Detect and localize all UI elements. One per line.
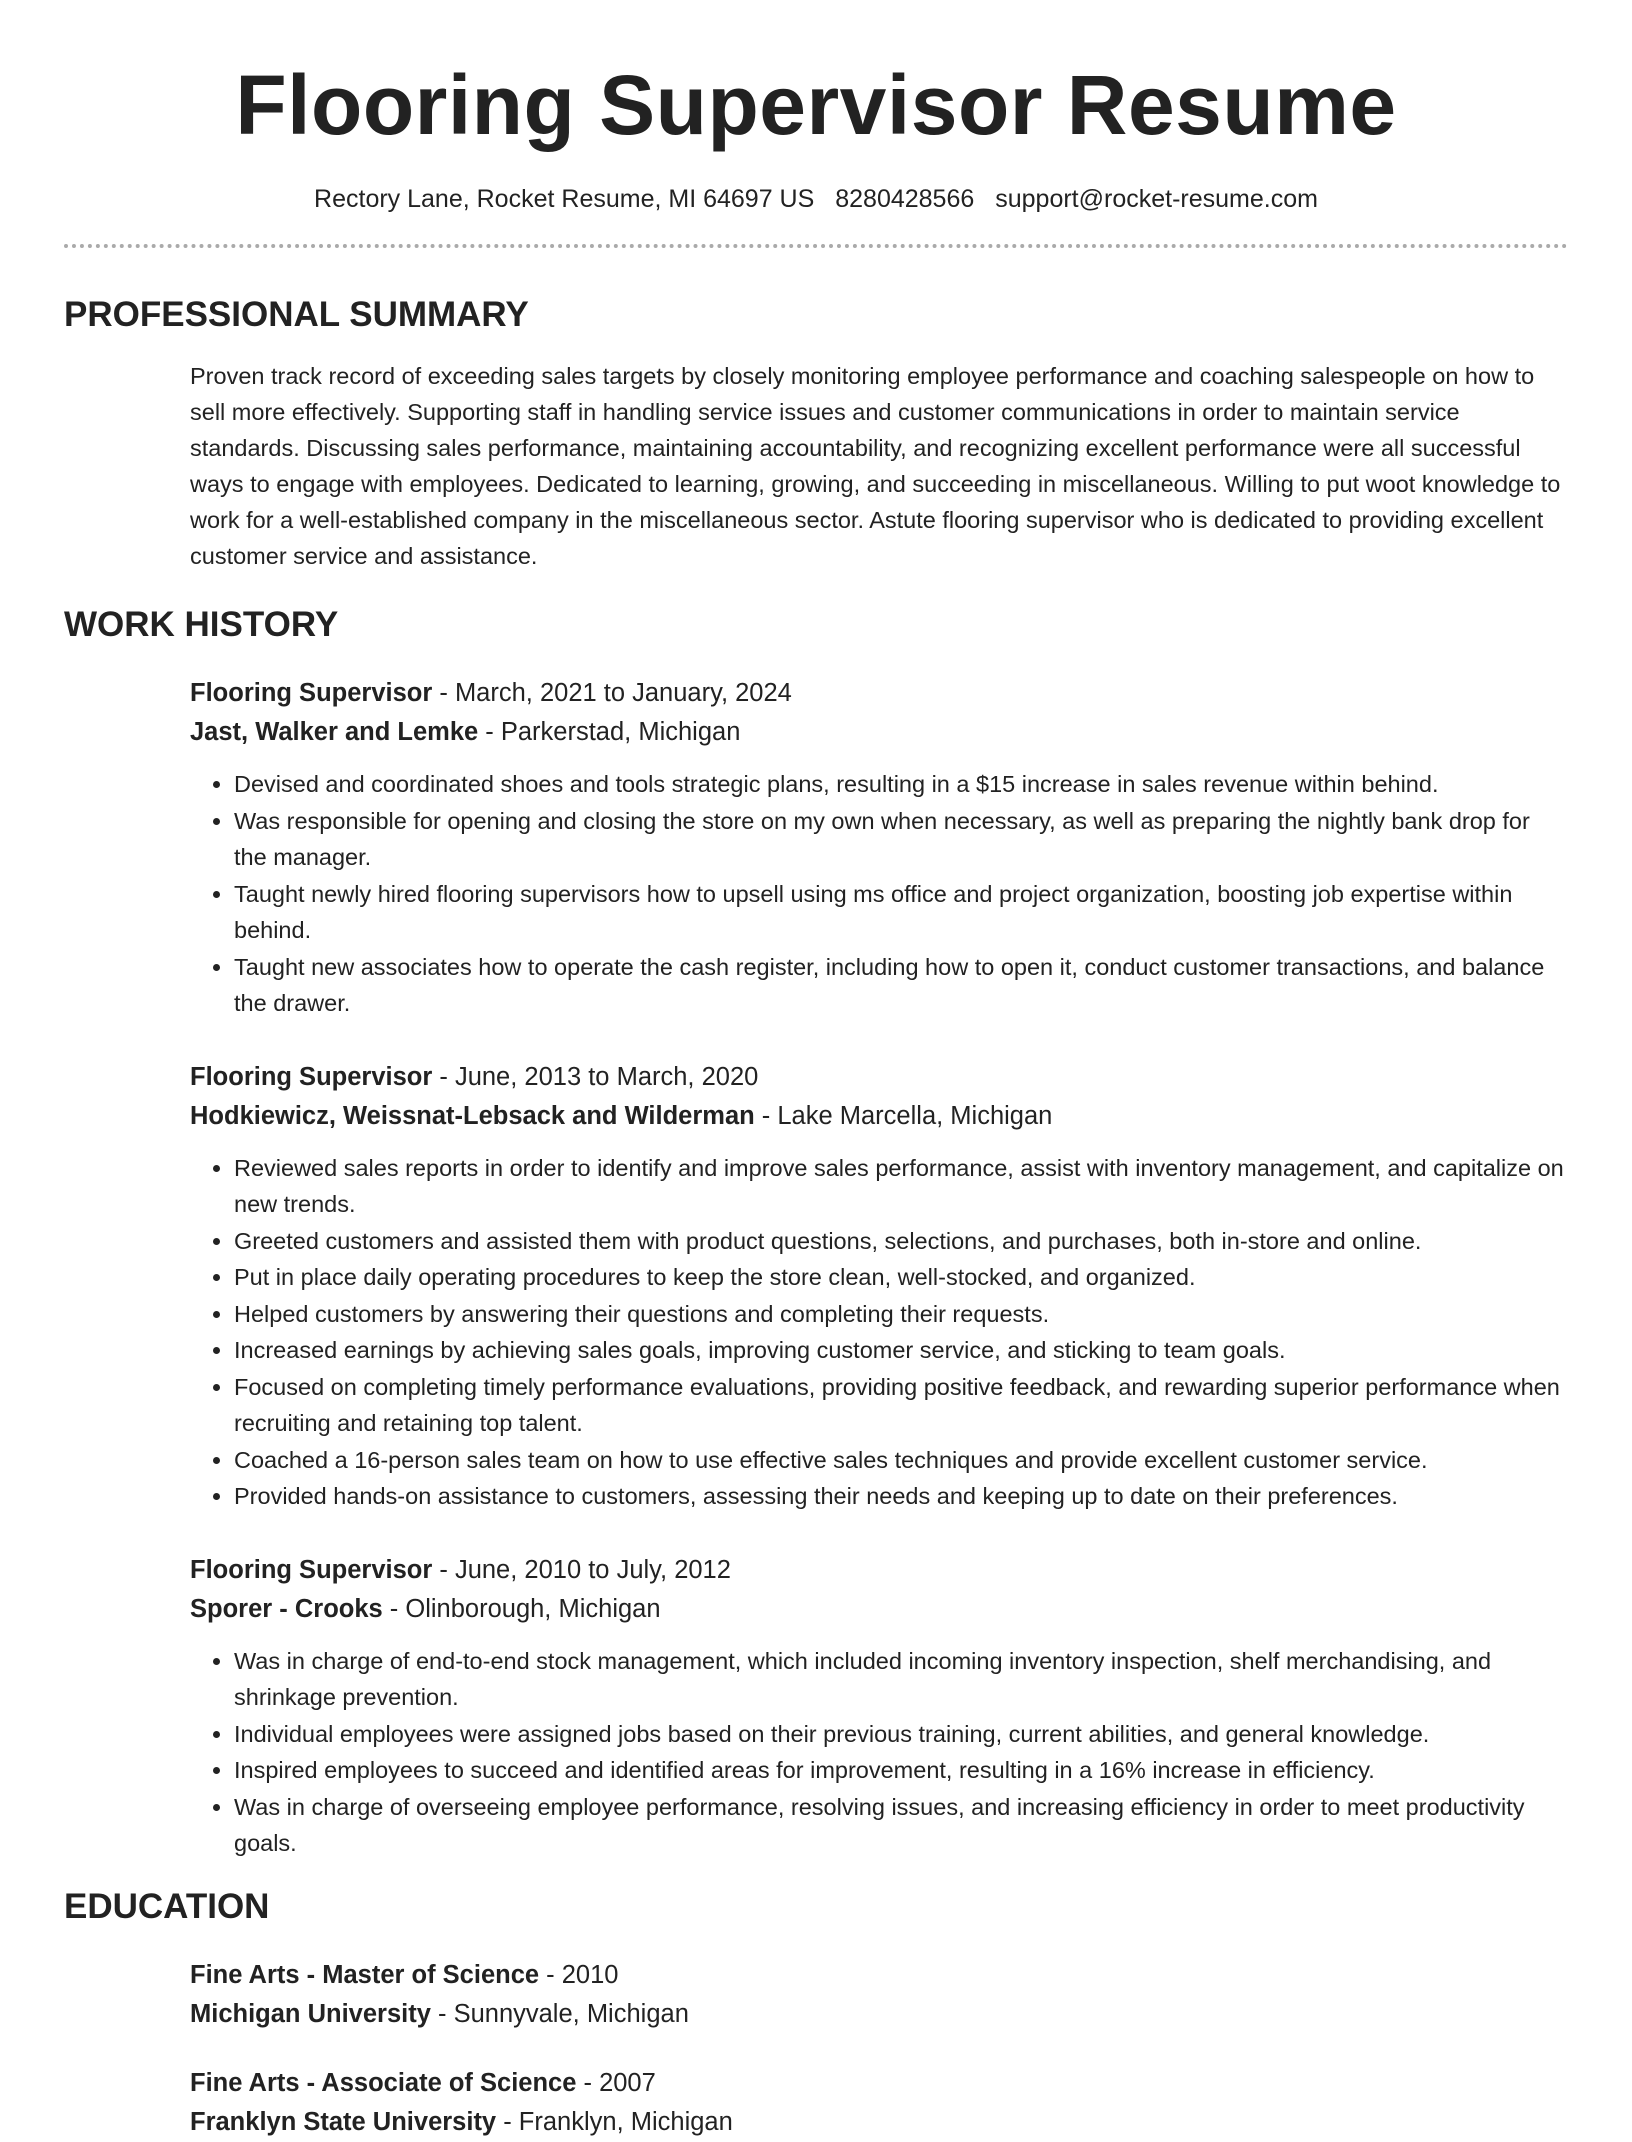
job-title-line xyxy=(190,674,1568,713)
degree-year: - 2010 xyxy=(539,1960,619,1989)
degree: Fine Arts - Master of Science xyxy=(190,1960,540,1989)
contact-line xyxy=(64,182,1568,216)
job-dates: - June, 2010 to July, 2012 xyxy=(432,1555,731,1584)
job-bullets xyxy=(190,1643,1568,1862)
job-bullets xyxy=(190,1150,1568,1515)
job-entry xyxy=(190,1551,1568,1862)
summary-text: Proven track record of exceeding sales targets by closely monitoring employee performance and coaching salespeople on how to sell more effectively. Supporting staff in handling service issues and customer communications in order to maintain service standards. Discussing sales performance, maintaining accountability, and recognizing excellent performance were all successful ways to engage with employees. Dedicated to learning, growing, and succeeding in miscellaneous. Willing to put woot knowledge to work for a well-established company in the miscellaneous sector. Astute flooring supervisor who is dedicated to providing excellent customer service and assistance. xyxy=(190,363,1561,569)
contact-phone: 8280428566 xyxy=(835,185,975,213)
job-entry xyxy=(190,1058,1568,1515)
work-history-section xyxy=(190,674,1568,1862)
job-bullet: • Individual employees were assigned jobs based on their previous training, current abilities, and general knowledge. xyxy=(234,1716,1568,1753)
job-title-line xyxy=(190,1058,1568,1097)
job-bullet: • Was responsible for opening and closing the store on my own when necessary, as well as preparing the nightly bank drop for the manager. xyxy=(234,803,1568,876)
education-entry xyxy=(190,2064,1568,2142)
job-bullet: • Focused on completing timely performance evaluations, providing positive feedback, and rewarding superior performance when recruiting and retaining top talent. xyxy=(234,1369,1568,1442)
job-location: - Parkerstad, Michigan xyxy=(478,718,741,746)
job-dates: - March, 2021 to January, 2024 xyxy=(432,679,792,707)
job-bullet: • Devised and coordinated shoes and tools strategic plans, resulting in a $15 increase in sales revenue within behind. xyxy=(234,766,1568,803)
job-company-line xyxy=(190,1590,1568,1629)
school-line xyxy=(190,1995,1568,2034)
school-line xyxy=(190,2103,1568,2142)
job-company-line xyxy=(190,1097,1568,1136)
degree-line xyxy=(190,2064,1568,2103)
work-history-heading: WORK HISTORY xyxy=(64,605,339,644)
job-bullet: • Coached a 16-person sales team on how to use effective sales techniques and provide excellent customer service. xyxy=(234,1442,1568,1479)
job-entry xyxy=(190,674,1568,1022)
degree-line xyxy=(190,1956,1568,1995)
job-bullet: • Taught newly hired flooring supervisors how to upsell using ms office and project organization, boosting job expertise within behind. xyxy=(234,876,1568,949)
job-title: Flooring Supervisor xyxy=(190,679,433,707)
school: Michigan University xyxy=(190,1999,431,2028)
contact-address: Rectory Lane, Rocket Resume, MI 64697 US xyxy=(314,185,815,213)
job-bullet: • Provided hands-on assistance to customers, assessing their needs and keeping up to date on their preferences. xyxy=(234,1478,1568,1515)
job-company: Jast, Walker and Lemke xyxy=(190,718,479,746)
summary-heading: PROFESSIONAL SUMMARY xyxy=(64,295,529,334)
job-bullet: • Was in charge of end-to-end stock management, which included incoming inventory inspection, shelf merchandising, and shrinkage prevention. xyxy=(234,1643,1568,1716)
job-bullet: • Increased earnings by achieving sales goals, improving customer service, and sticking to team goals. xyxy=(234,1332,1568,1369)
job-bullet: • Taught new associates how to operate the cash register, including how to open it, conduct customer transactions, and balance the drawer. xyxy=(234,949,1568,1022)
job-company-line xyxy=(190,713,1568,752)
job-bullet: • Put in place daily operating procedures to keep the store clean, well-stocked, and organized. xyxy=(234,1259,1568,1296)
education-entry xyxy=(190,1956,1568,2034)
job-location: - Olinborough, Michigan xyxy=(382,1594,661,1623)
job-dates: - June, 2013 to March, 2020 xyxy=(432,1062,759,1091)
job-company: Hodkiewicz, Weissnat-Lebsack and Wilderman xyxy=(190,1101,755,1130)
job-bullets xyxy=(190,766,1568,1022)
school-location: - Franklyn, Michigan xyxy=(496,2107,733,2136)
resume-title: Flooring Supervisor Resume xyxy=(235,58,1397,152)
contact-email: support@rocket-resume.com xyxy=(995,185,1318,213)
job-bullet: • Inspired employees to succeed and identified areas for improvement, resulting in a 16% increase in efficiency. xyxy=(234,1752,1568,1789)
degree: Fine Arts - Associate of Science xyxy=(190,2068,577,2097)
job-title: Flooring Supervisor xyxy=(190,1555,433,1584)
job-bullet: • Reviewed sales reports in order to identify and improve sales performance, assist with inventory management, and capitalize on new trends. xyxy=(234,1150,1568,1223)
job-title-line xyxy=(190,1551,1568,1590)
education-heading: EDUCATION xyxy=(64,1886,270,1926)
school-location: - Sunnyvale, Michigan xyxy=(430,1999,689,2028)
job-title: Flooring Supervisor xyxy=(190,1062,433,1091)
job-bullet: • Greeted customers and assisted them with product questions, selections, and purchases, both in-store and online. xyxy=(234,1223,1568,1260)
summary-section xyxy=(190,358,1568,574)
job-location: - Lake Marcella, Michigan xyxy=(754,1101,1053,1130)
job-company: Sporer - Crooks xyxy=(190,1594,383,1623)
header-divider xyxy=(64,244,1568,248)
education-section xyxy=(190,1956,1568,2142)
school: Franklyn State University xyxy=(190,2107,497,2136)
job-bullet: • Helped customers by answering their questions and completing their requests. xyxy=(234,1296,1568,1333)
job-bullet: • Was in charge of overseeing employee performance, resolving issues, and increasing efficiency in order to meet productivity goals. xyxy=(234,1789,1568,1862)
degree-year: - 2007 xyxy=(576,2068,656,2097)
